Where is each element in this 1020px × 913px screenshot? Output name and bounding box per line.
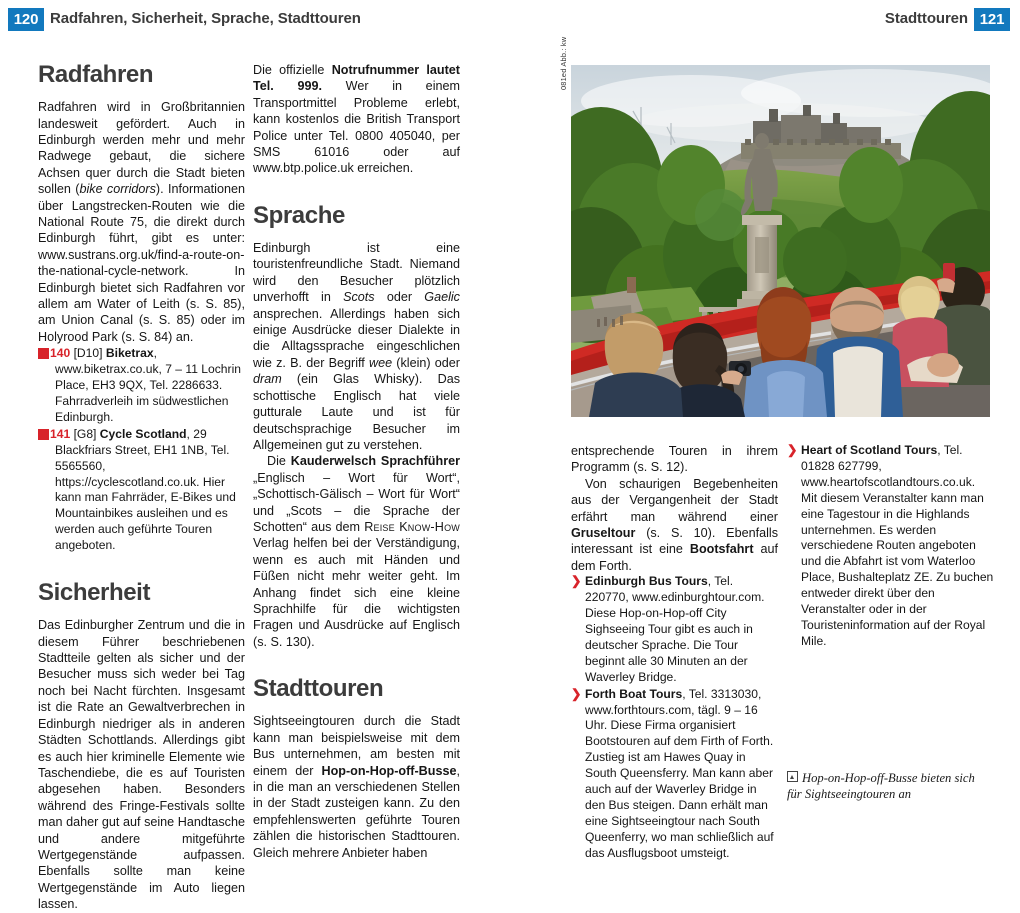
radfahren-text-b: ). Informationen über Langstrecken-Routen wie die National Route 75, die direkt durch Edinburgh führt, gibt es unter: www.sustrans.org.uk/find-a-route-on-the-national-cycle-network. In Edinburgh bietet sich Radfahren vor allem am Water of Leith (s. S. 85), am Union Canal (s. S. 85) oder im Holyrood Park (s. S. 84) an. [38,182,245,344]
listing-name: Biketrax [105,346,154,361]
grusel-a: Von schaurigen Begebenheiten aus der Vergangenheit der Stadt erfährt man während einer [571,476,778,524]
header-title-right: Stadttouren [884,10,968,27]
s-listing-group [31,346,245,554]
running-header [0,0,1020,40]
heading-sicherheit: Sicherheit [38,579,151,607]
listing-name: Forth Boat Tours [585,686,683,701]
sprache-d: (klein) oder [392,355,460,370]
paragraph-radfahren [38,99,245,345]
list-item[interactable] [31,426,245,554]
paragraph-stadttouren [253,713,460,861]
list-item[interactable] [571,574,778,685]
listing-grid-ref: [D10] [73,346,103,361]
notruf-bold: Notrufnummer lautet Tel. 999. [253,63,460,94]
kauder-lead: Die [267,454,291,469]
listing-number: 141 [50,426,71,441]
chevron-right-icon: ❯ [571,574,582,589]
photo-bus-tour [571,65,990,417]
sprache-dram: dram [253,372,282,387]
sprache-scots: Scots [343,290,375,305]
listing-name: Edinburgh Bus Tours [585,574,708,589]
s-badge-icon: S [38,348,49,359]
list-item[interactable] [787,443,994,650]
photo-credit: 081ed Abb.: kw [559,36,568,90]
sprache-e: (ein Glas Whisky). Das schottische Englisch hat viele gutturale Laute und ist für deutschsprachige Besucher im Allgemeinen gut zu verstehen. [253,372,460,452]
s-badge-icon: S [38,429,49,440]
paragraph-sicherheit: Das Edinburgher Zentrum und die in diesem Führer beschriebenen Stadtteile gelten als sicher und der Besucher muss sich weder bei Tag noch bei Nacht fürchten. Insgesamt ist die Rate an Gewaltverbrechen in Edinburgh niedriger als in anderen Städten Schottlands. Allerdings gibt es auch hier kriminelle Elemente wie Taschendiebe, die es auf Touristen abgesehen haben. Besonders während des Fringe-Festivals sollte man daher gut auf seine Handtasche und andere mitgeführte Wertgegenstände aufpassen. Ebenfalls sollte man keine Wertgegenstände im Auto liegen lassen. [38,618,245,912]
listing-detail: , 29 Blackfriars Street, EH1 1NB, Tel. 5565560, https://cyclescotland.co.uk. Hier kann man Fahrräder, E-Bikes und Mountainbikes ausleihen und es werden auch geführte Touren angeboten. [55,426,236,553]
page-number-left: 120 [8,8,44,31]
bootsfahrt-bold: Bootsfahrt [689,542,754,557]
column-four [787,443,994,651]
kauder-mid: „Englisch – Wort für Wort“, „Schottisch-Gälisch – Wort für Wort“ und „Scots – die Sprache der Schotten“ aus dem [253,470,460,534]
arrow-up-box-icon [787,771,798,782]
sprache-gaelic: Gaelic [424,290,460,305]
chevron-right-icon: ❯ [787,443,798,457]
header-title-left: Radfahren, Sicherheit, Sprache, Stadttouren [50,10,361,27]
photo-caption [787,770,992,802]
listing-detail: , Tel. 220770, www.edinburghtour.com. Diese Hop-on-Hop-off City Sighseeing Tour gibt es auch in deutscher Sprache. Die Tour beginnt alle 30 Minuten an der Waverley Bridge. [585,574,765,684]
notruf-lead: Die offizielle [253,63,332,77]
heading-radfahren: Radfahren [38,61,154,88]
stadt-a: Sightseeingtouren durch die Stadt kann man beispielsweise mit dem Bus unternehmen, am besten mit einem der [253,714,460,778]
paragraph-continuation: entsprechende Touren in ihrem Programm (s. S. 12). [571,444,778,475]
list-item[interactable] [31,346,245,426]
column-one [31,61,245,913]
listing-detail: , www.biketrax.co.uk, 7 – 11 Lochrin Place, EH3 9QX, Tel. 2286633. Fahrradverleih im südwestlichen Edinburgh. [55,346,241,424]
listing-name: Heart of Scotland Tours [801,443,938,457]
kauder-rest: Verlag helfen bei der Verständigung, wenn es auch mit Händen und Füßen nicht mehr weiter geht. Im Anhang findet sich eine kleine Sprachhilfe für die wichtigsten Fragen und Ausdrücke auf Englisch (s. S. 130). [253,536,460,649]
radfahren-text-a: Radfahren wird in Großbritannien landesweit gefördert. Auch in Edinburgh werden mehr und mehr Radwege gebaut, die sichere Achsen quer durch die Stadt bieten sollen ( [38,100,245,197]
stadt-b: , in die man an verschiedenen Stellen in der Stadt zusteigen kann. Zu den empfehlenswerten geführte Touren zählen die historischen Stadttouren. Gleich mehrere Anbieter haben [253,763,460,860]
radfahren-italic: bike corridors [79,182,156,197]
caption-text: Hop-on-Hop-off-Busse bieten sich für Sightseeingtouren an [787,771,975,801]
paragraph-sprache [253,240,460,453]
paragraph-notruf [253,62,460,177]
notruf-rest: Wer in einem Transportmittel Probleme erlebt, kann kostenlos die British Transport Police unter Tel. 0800 405040, per SMS 61016 oder auf www.btp.police.uk erreichen. [253,79,460,176]
column-three [571,443,778,863]
kauder-publisher: Reise Know-How [364,519,460,534]
kauder-bold: Kauderwelsch Sprachführer [290,454,460,469]
grusel-bold: Gruseltour [571,526,636,541]
sprache-wee: wee [368,355,393,370]
chevron-right-icon: ❯ [571,686,582,701]
stadt-bold: Hop-on-Hop-off-Busse [321,763,457,778]
listing-detail: , Tel. 01828 627799, www.heartofscotlandtours.co.uk. Mit diesem Veranstalter kann man eine Tagestour in die Highlands unternehmen. Es werden verschiedene Routen angeboten und die Abfahrt ist vom Waterloo Place, Bushalteplatz ZE. Zu buchen entweder direkt über den Veranstalter oder in der Touristeninformation auf der Royal Mile. [801,443,994,648]
sprache-c: ansprechen. Allerdings haben sich einige Ausdrücke dieser Dialekte in die Alltagssprache eingeschlichen wie z. B. der Begriff [253,306,460,370]
listing-grid-ref: [G8] [73,426,97,441]
paragraph-gruseltour [571,476,778,574]
listing-name: Cycle Scotland [99,426,187,441]
heading-stadttouren: Stadttouren [253,675,384,703]
sprache-a: Edinburgh ist eine touristenfreundliche Stadt. Niemand wird den Besucher plötzlich unverhofft in [253,241,460,305]
column-two [253,62,460,861]
grusel-c: auf dem Forth. [571,542,778,573]
listing-number: 140 [50,346,71,361]
grusel-b: (s. S. 10). Ebenfalls interessant ist eine [571,526,778,557]
paragraph-kauderwelsch [253,453,460,650]
list-item[interactable] [571,687,778,862]
sprache-b: oder [374,290,425,305]
page-number-right: 121 [974,8,1010,31]
listing-detail: , Tel. 3313030, www.forthtours.com, tägl. 9 – 16 Uhr. Diese Firma organisiert Bootstouren auf dem Firth of Forth. Zustieg ist am Hawes Quay in South Queensferry. Man kann aber auch auf der Waverley Bridge in den Bus steigen. Dann erhält man eine Sightseeingtour nach South Queenferry, wo man schließlich auf das Ausflugsboot umsteigt. [585,686,774,860]
heading-sprache: Sprache [253,201,345,229]
